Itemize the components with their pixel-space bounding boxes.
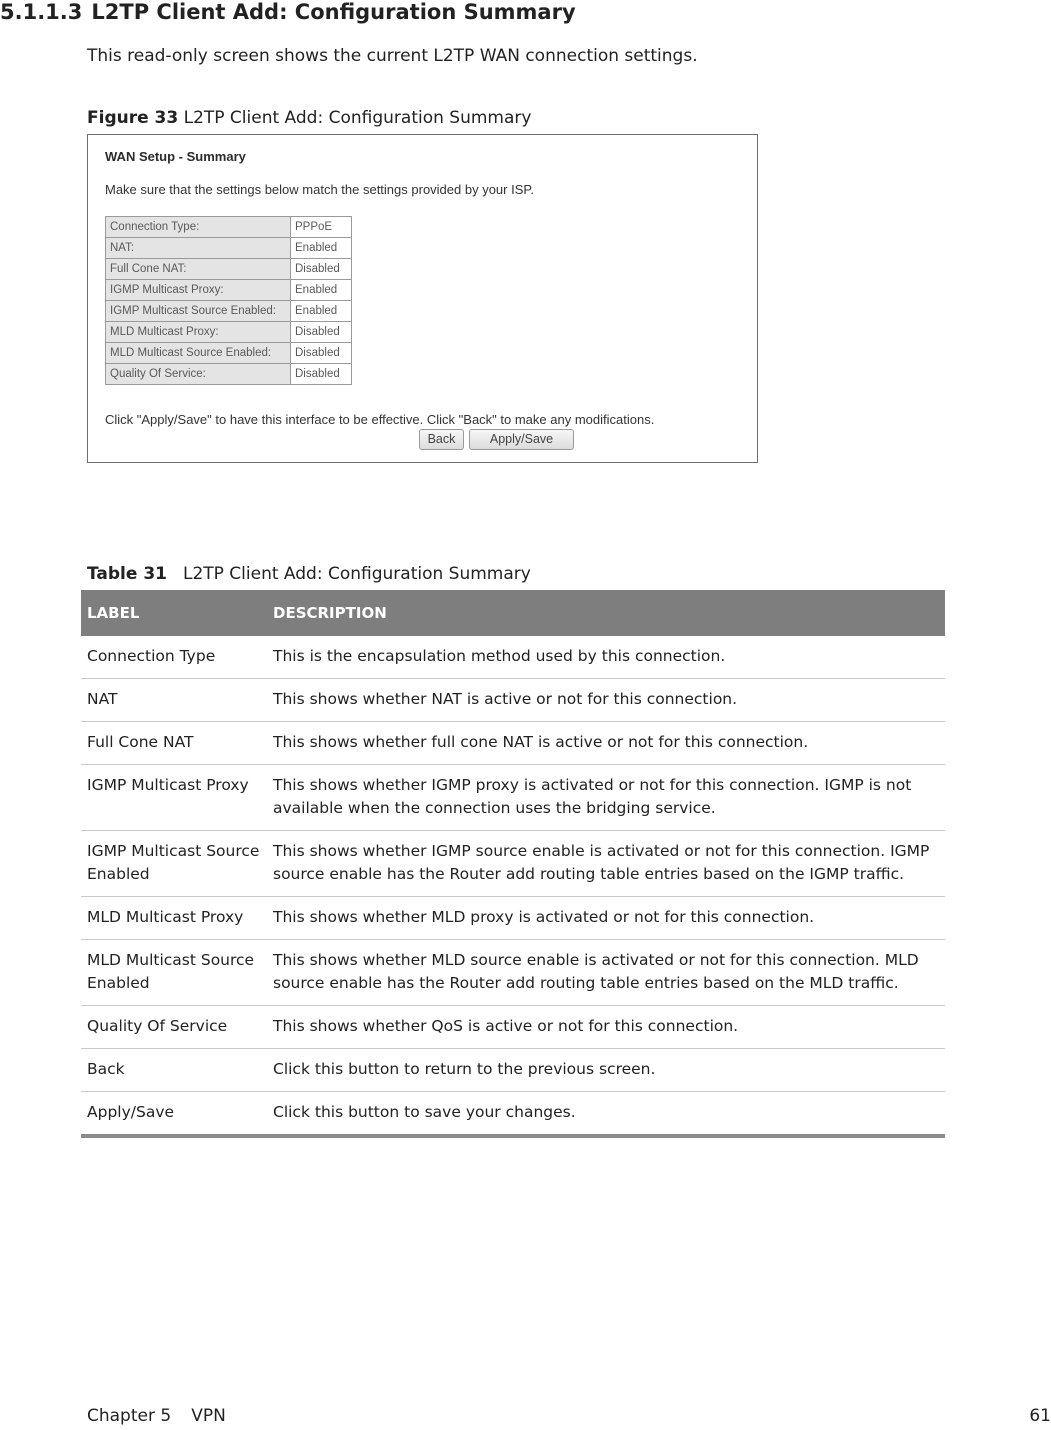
wan-setup-message: Make sure that the settings below match the settings provided by your ISP. — [105, 182, 534, 197]
summary-row — [106, 301, 352, 322]
row-label: NAT — [81, 679, 267, 722]
page-number: 61 — [1029, 1406, 1051, 1426]
section-title: L2TP Client Add: Configuration Summary — [91, 0, 576, 24]
row-description: This shows whether NAT is active or not for this connection. — [267, 679, 945, 722]
table-row — [81, 679, 945, 722]
table-row — [81, 722, 945, 765]
table-row — [81, 1006, 945, 1049]
table-caption-text: L2TP Client Add: Configuration Summary — [182, 564, 531, 584]
summary-row — [106, 238, 352, 259]
summary-row — [106, 322, 352, 343]
row-label: Quality Of Service — [81, 1006, 267, 1049]
summary-value: Enabled — [291, 280, 352, 301]
settings-summary-table — [105, 216, 352, 385]
summary-key: Connection Type: — [106, 217, 291, 238]
table-row — [81, 831, 945, 897]
summary-value: Disabled — [291, 322, 352, 343]
row-description: Click this button to return to the previous screen. — [267, 1049, 945, 1092]
summary-value: PPPoE — [291, 217, 352, 238]
section-heading — [0, 0, 576, 24]
summary-value: Disabled — [291, 364, 352, 385]
back-button[interactable]: Back — [419, 429, 464, 450]
row-description: This shows whether full cone NAT is active or not for this connection. — [267, 722, 945, 765]
page-footer-chapter — [87, 1406, 226, 1426]
summary-key: Quality Of Service: — [106, 364, 291, 385]
row-label: Apply/Save — [81, 1092, 267, 1137]
footer-chapter: Chapter 5 — [87, 1406, 172, 1426]
summary-row — [106, 280, 352, 301]
row-description: This is the encapsulation method used by this connection. — [267, 636, 945, 679]
table-label: Table 31 — [87, 564, 167, 584]
row-description: This shows whether MLD proxy is activated or not for this connection. — [267, 897, 945, 940]
summary-row — [106, 259, 352, 280]
intro-paragraph: This read-only screen shows the current L2TP WAN connection settings. — [87, 46, 698, 66]
apply-save-button[interactable]: Apply/Save — [469, 429, 574, 450]
row-description: This shows whether IGMP proxy is activated or not for this connection. IGMP is not available when the connection uses the bridging service. — [267, 765, 945, 831]
row-label: IGMP Multicast Proxy — [81, 765, 267, 831]
summary-key: IGMP Multicast Proxy: — [106, 280, 291, 301]
row-description: This shows whether MLD source enable is activated or not for this connection. MLD source enable has the Router add routing table entries based on the MLD traffic. — [267, 940, 945, 1006]
table-caption — [87, 564, 531, 584]
table-row — [81, 765, 945, 831]
summary-row — [106, 364, 352, 385]
section-number: 5.1.1.3 — [0, 0, 83, 24]
header-label: LABEL — [81, 590, 267, 636]
figure-caption-text: L2TP Client Add: Configuration Summary — [183, 108, 532, 128]
screenshot-panel — [87, 134, 758, 463]
row-label: Back — [81, 1049, 267, 1092]
summary-value: Disabled — [291, 343, 352, 364]
summary-value: Enabled — [291, 301, 352, 322]
field-description-table — [81, 590, 945, 1138]
table-row — [81, 940, 945, 1006]
row-description: This shows whether QoS is active or not for this connection. — [267, 1006, 945, 1049]
summary-key: NAT: — [106, 238, 291, 259]
apply-instruction-note: Click "Apply/Save" to have this interface to be effective. Click "Back" to make any modifications. — [105, 412, 655, 427]
table-header-row — [81, 590, 945, 636]
summary-key: MLD Multicast Proxy: — [106, 322, 291, 343]
row-label: MLD Multicast Source Enabled — [81, 940, 267, 1006]
summary-key: Full Cone NAT: — [106, 259, 291, 280]
row-label: IGMP Multicast Source Enabled — [81, 831, 267, 897]
summary-key: IGMP Multicast Source Enabled: — [106, 301, 291, 322]
summary-row — [106, 217, 352, 238]
row-description: Click this button to save your changes. — [267, 1092, 945, 1137]
table-row — [81, 897, 945, 940]
row-label: MLD Multicast Proxy — [81, 897, 267, 940]
row-label: Connection Type — [81, 636, 267, 679]
summary-row — [106, 343, 352, 364]
table-row — [81, 1049, 945, 1092]
table-row — [81, 1092, 945, 1137]
wan-setup-title: WAN Setup - Summary — [105, 149, 246, 164]
summary-key: MLD Multicast Source Enabled: — [106, 343, 291, 364]
summary-value: Enabled — [291, 238, 352, 259]
summary-value: Disabled — [291, 259, 352, 280]
figure-caption — [87, 108, 531, 128]
footer-chapter-title: VPN — [191, 1406, 226, 1426]
table-row — [81, 636, 945, 679]
row-label: Full Cone NAT — [81, 722, 267, 765]
header-description: DESCRIPTION — [267, 590, 945, 636]
figure-label: Figure 33 — [87, 108, 179, 128]
row-description: This shows whether IGMP source enable is activated or not for this connection. IGMP source enable has the Router add routing table entries based on the IGMP traffic. — [267, 831, 945, 897]
